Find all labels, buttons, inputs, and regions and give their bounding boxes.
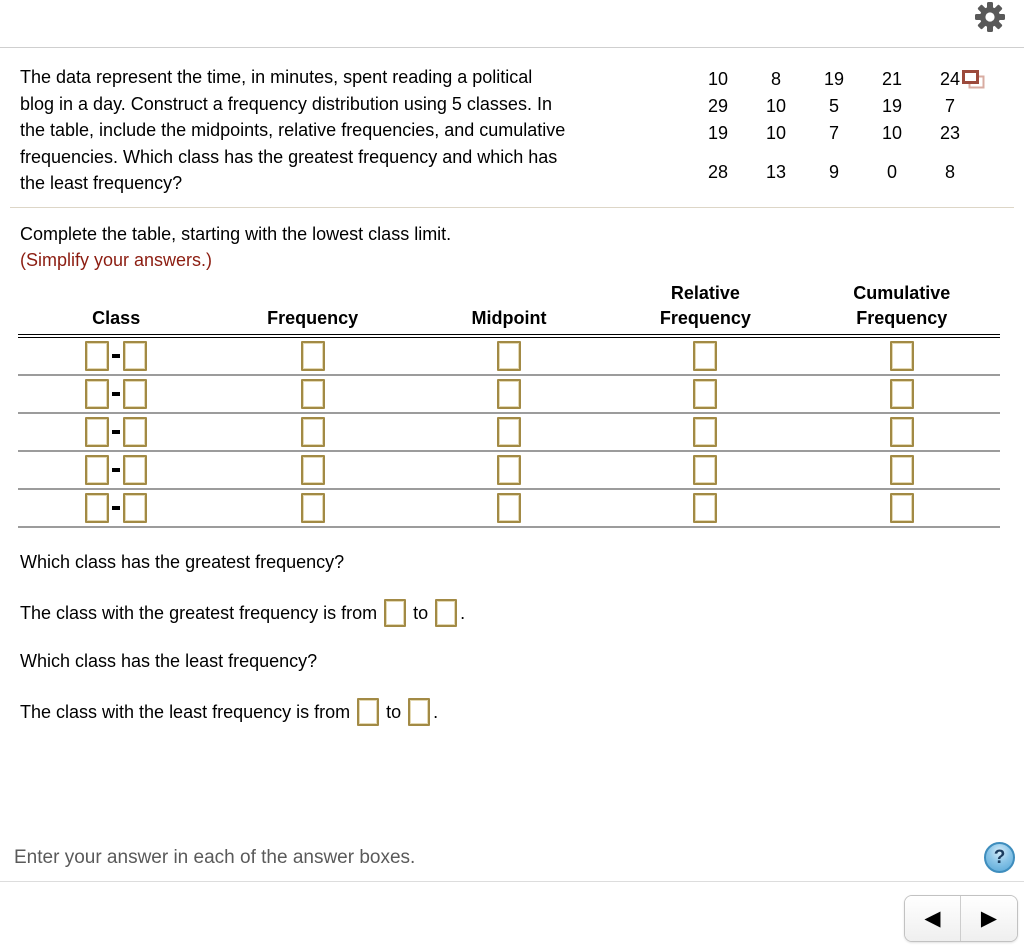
relative-frequency-cell [693, 493, 717, 523]
relative-frequency-input[interactable] [693, 417, 717, 447]
data-value: 9 [828, 162, 839, 182]
table-row [18, 414, 1000, 452]
class-lower-input[interactable] [85, 455, 109, 485]
class-range-dash [112, 506, 120, 510]
frequency-input[interactable] [301, 341, 325, 371]
relative-frequency-input[interactable] [693, 379, 717, 409]
data-value: 24 [939, 69, 961, 89]
midpoint-input[interactable] [497, 493, 521, 523]
class-lower-input[interactable] [85, 417, 109, 447]
column-header-line: Midpoint [471, 308, 547, 328]
simplify-note: (Simplify your answers.) [20, 250, 213, 270]
class-upper-input[interactable] [123, 379, 147, 409]
relative-frequency-cell [693, 417, 717, 447]
class-cell [85, 455, 147, 485]
instructions [0, 208, 1024, 273]
table-body [18, 338, 1000, 528]
data-value: 7 [944, 96, 955, 116]
column-header [804, 281, 1000, 331]
table-row [18, 452, 1000, 490]
problem-statement [20, 64, 675, 197]
table-header-row [18, 281, 1000, 338]
data-value: 19 [707, 123, 729, 143]
problem-statement-line: frequencies. Which class has the greatest frequency and which has [20, 146, 558, 167]
cumulative-frequency-input[interactable] [890, 493, 914, 523]
frequency-cell [301, 341, 325, 371]
cumulative-frequency-cell [890, 493, 914, 523]
greatest-frequency-question: Which class has the greatest frequency? [20, 552, 345, 572]
problem-statement-line: blog in a day. Construct a frequency distribution using 5 classes. In [20, 93, 552, 114]
column-header [214, 306, 410, 331]
cumulative-frequency-input[interactable] [890, 379, 914, 409]
relative-frequency-cell [693, 455, 717, 485]
data-value: 0 [886, 162, 897, 182]
midpoint-cell [497, 417, 521, 447]
midpoint-cell [497, 379, 521, 409]
frequency-input[interactable] [301, 379, 325, 409]
class-upper-input[interactable] [123, 493, 147, 523]
midpoint-cell [497, 493, 521, 523]
class-lower-input[interactable] [85, 379, 109, 409]
cumulative-frequency-cell [890, 417, 914, 447]
least-sentence-prefix: The class with the least frequency is from [20, 701, 351, 722]
data-value: 10 [765, 123, 787, 143]
relative-frequency-input[interactable] [693, 341, 717, 371]
data-value: 19 [823, 69, 845, 89]
data-value: 28 [707, 162, 729, 182]
data-area [675, 64, 1014, 197]
midpoint-cell [497, 455, 521, 485]
midpoint-input[interactable] [497, 379, 521, 409]
column-header [607, 281, 803, 331]
data-value: 8 [770, 69, 781, 89]
class-upper-input[interactable] [123, 341, 147, 371]
class-cell [85, 417, 147, 447]
greatest-frequency-answer [0, 599, 1024, 627]
right-arrow-icon: ▶ [980, 907, 998, 930]
column-header [411, 306, 607, 331]
cumulative-frequency-input[interactable] [890, 417, 914, 447]
cumulative-frequency-input[interactable] [890, 455, 914, 485]
data-value: 8 [944, 162, 955, 182]
data-value: 10 [765, 96, 787, 116]
prev-button[interactable] [905, 896, 961, 941]
data-value: 21 [881, 69, 903, 89]
table-row [18, 490, 1000, 528]
midpoint-input[interactable] [497, 455, 521, 485]
column-header-line: Frequency [659, 308, 751, 328]
greatest-from-input[interactable] [384, 599, 406, 627]
problem-statement-line: the table, include the midpoints, relative frequencies, and cumulative [20, 120, 566, 141]
column-header-line: Cumulative [853, 283, 951, 303]
class-lower-input[interactable] [85, 493, 109, 523]
data-value: 5 [828, 96, 839, 116]
class-upper-input[interactable] [123, 455, 147, 485]
problem-statement-line: the least frequency? [20, 173, 183, 194]
least-frequency-answer [0, 698, 1024, 726]
column-header [18, 306, 214, 331]
midpoint-input[interactable] [497, 341, 521, 371]
column-header-line: Frequency [267, 308, 359, 328]
sentence-period: . [460, 602, 466, 623]
class-cell [85, 493, 147, 523]
sentence-period: . [433, 701, 439, 722]
pagination-nav [904, 895, 1018, 942]
copy-data-icon[interactable] [962, 69, 986, 91]
data-value: 7 [828, 123, 839, 143]
data-value: 10 [707, 69, 729, 89]
class-cell [85, 379, 147, 409]
answer-hint: Enter your answer in each of the answer boxes. [14, 847, 416, 868]
frequency-input[interactable] [301, 455, 325, 485]
top-toolbar [0, 0, 1024, 48]
column-header-line: Frequency [856, 308, 948, 328]
greatest-to-input[interactable] [435, 599, 457, 627]
data-value: 29 [707, 96, 729, 116]
next-button[interactable] [961, 896, 1017, 941]
frequency-cell [301, 493, 325, 523]
table-instruction: Complete the table, starting with the lowest class limit. [20, 224, 452, 244]
class-range-dash [112, 468, 120, 472]
class-range-dash [112, 354, 120, 358]
column-header-line: Class [92, 308, 141, 328]
least-frequency-question: Which class has the least frequency? [20, 651, 318, 671]
left-arrow-icon: ◀ [924, 907, 941, 930]
data-value: 10 [881, 123, 903, 143]
frequency-cell [301, 379, 325, 409]
to-label: to [413, 602, 429, 623]
frequency-cell [301, 417, 325, 447]
help-button[interactable]: ? [984, 842, 1015, 873]
relative-frequency-cell [693, 379, 717, 409]
class-range-dash [112, 430, 120, 434]
data-value: 13 [765, 162, 787, 182]
cumulative-frequency-cell [890, 455, 914, 485]
class-lower-input[interactable] [85, 341, 109, 371]
greatest-sentence-prefix: The class with the greatest frequency is from [20, 602, 378, 623]
class-range-dash [112, 392, 120, 396]
table-row [18, 338, 1000, 376]
data-value: 19 [881, 96, 903, 116]
relative-frequency-input[interactable] [693, 455, 717, 485]
cumulative-frequency-input[interactable] [890, 341, 914, 371]
midpoint-input[interactable] [497, 417, 521, 447]
relative-frequency-cell [693, 341, 717, 371]
class-cell [85, 341, 147, 371]
to-label: to [386, 701, 402, 722]
frequency-input[interactable] [301, 493, 325, 523]
answer-hint-bar [0, 836, 1024, 882]
class-upper-input[interactable] [123, 417, 147, 447]
least-from-input[interactable] [357, 698, 379, 726]
frequency-input[interactable] [301, 417, 325, 447]
column-header-line: Relative [670, 283, 740, 303]
settings-gear-icon[interactable] [974, 1, 1006, 33]
problem-statement-line: The data represent the time, in minutes, spent reading a political [20, 67, 533, 87]
midpoint-cell [497, 341, 521, 371]
least-to-input[interactable] [408, 698, 430, 726]
frequency-cell [301, 455, 325, 485]
cumulative-frequency-cell [890, 341, 914, 371]
frequency-table [18, 281, 1000, 528]
table-row [18, 376, 1000, 414]
problem-section [10, 48, 1014, 208]
cumulative-frequency-cell [890, 379, 914, 409]
data-value: 23 [939, 123, 961, 143]
relative-frequency-input[interactable] [693, 493, 717, 523]
